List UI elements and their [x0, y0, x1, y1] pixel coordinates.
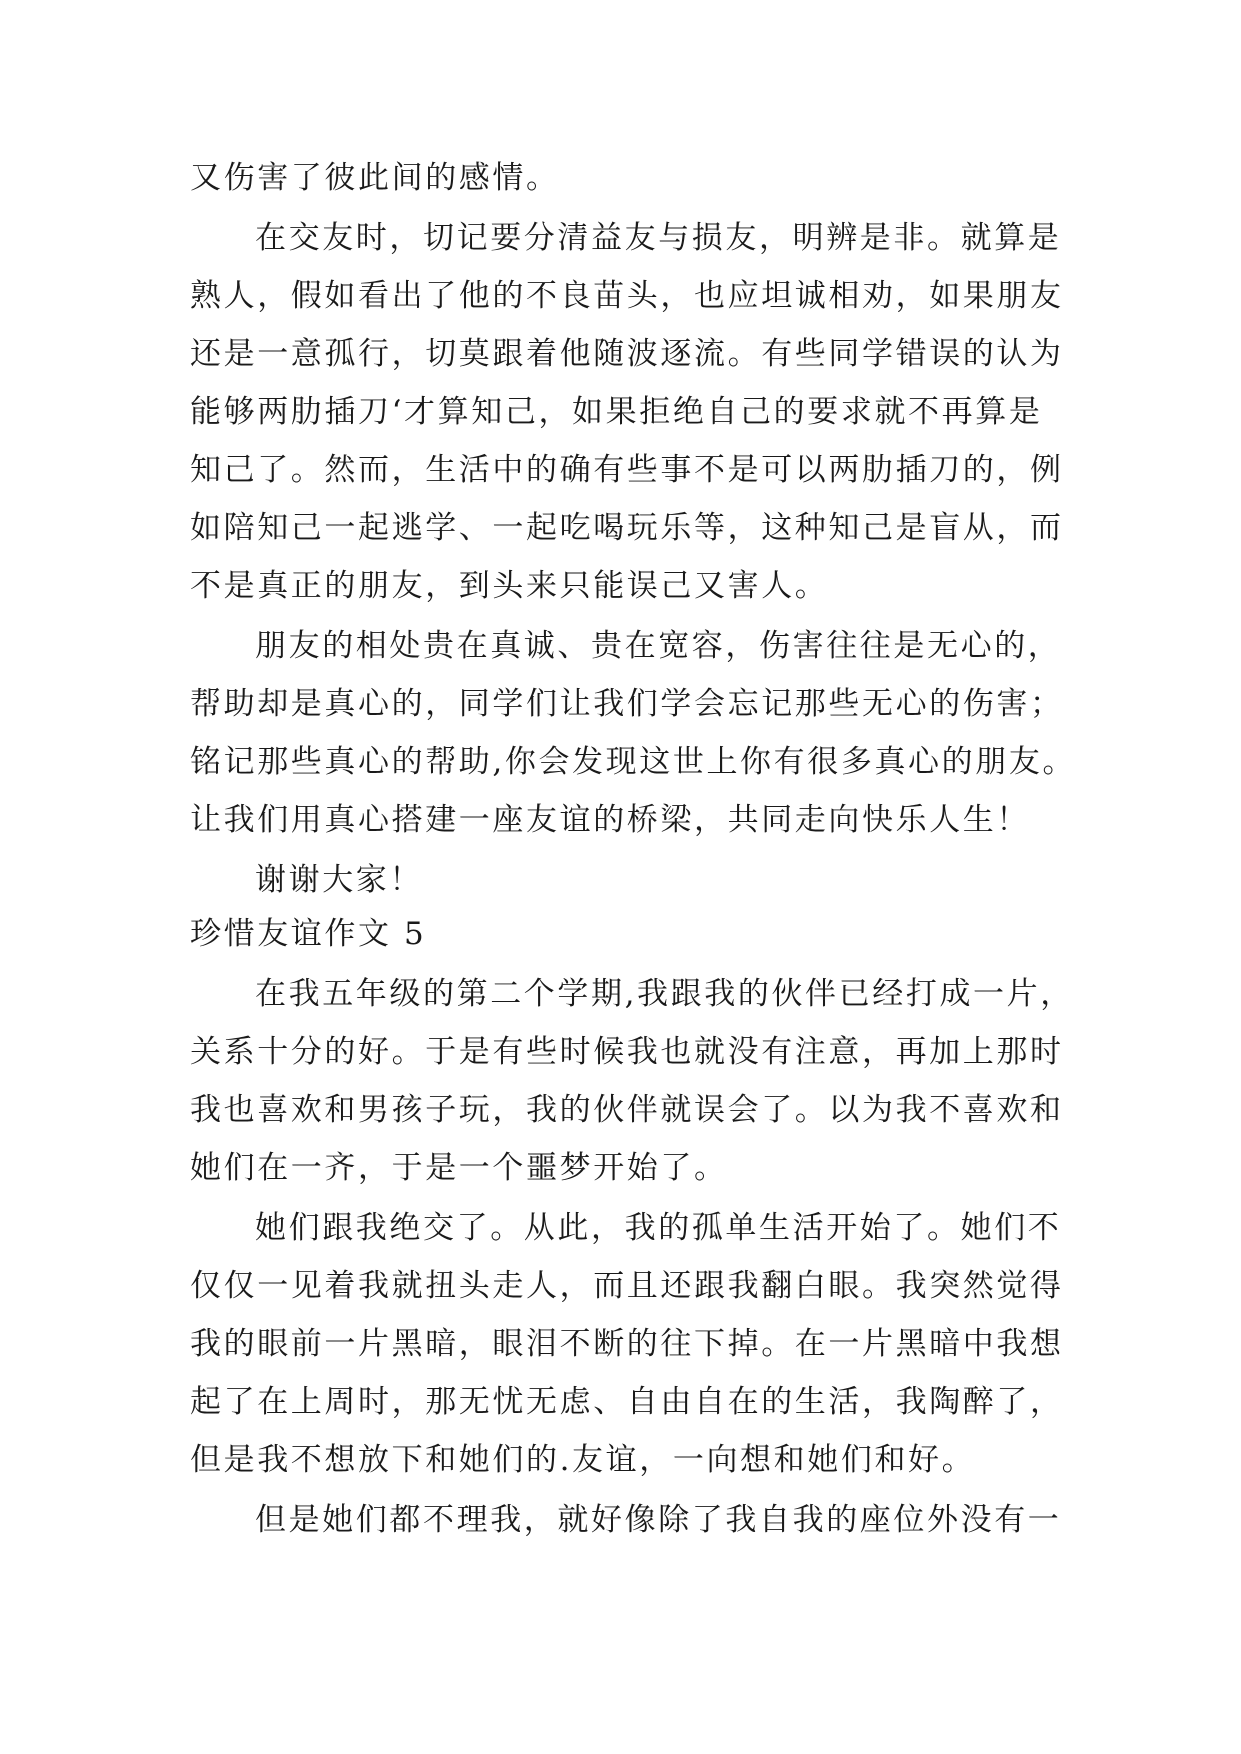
- text-line: 但是我不想放下和她们的.友谊，一向想和她们和好。: [190, 1442, 976, 1478]
- text-line: 起了在上周时，那无忧无虑、自由自在的生活，我陶醉了，: [190, 1384, 1064, 1420]
- section-heading: 珍惜友谊作文 5: [190, 916, 427, 952]
- text-line: 还是一意孤行，切莫跟着他随波逐流。有些同学错误的认为: [190, 336, 1064, 372]
- text-line: 如陪知己一起逃学、一起吃喝玩乐等，这种知己是盲从，而: [190, 510, 1064, 546]
- text-line: 她们在一齐，于是一个噩梦开始了。: [190, 1150, 728, 1186]
- text-line: 能够两肋插刀‘才算知己，如果拒绝自己的要求就不再算是: [190, 394, 1043, 430]
- text-line: 朋友的相处贵在真诚、贵在宽容，伤害往往是无心的，: [255, 628, 1062, 664]
- text-line: 让我们用真心搭建一座友谊的桥梁，共同走向快乐人生！: [190, 802, 1030, 838]
- text-line: 我的眼前一片黑暗，眼泪不断的往下掉。在一片黑暗中我想: [190, 1326, 1064, 1362]
- text-line: 但是她们都不理我，就好像除了我自我的座位外没有一: [255, 1502, 1062, 1538]
- text-line: 关系十分的好。于是有些时候我也就没有注意，再加上那时: [190, 1034, 1064, 1070]
- text-line: 仅仅一见着我就扭头走人，而且还跟我翻白眼。我突然觉得: [190, 1268, 1064, 1304]
- text-line: 我也喜欢和男孩子玩，我的伙伴就误会了。以为我不喜欢和: [190, 1092, 1064, 1128]
- text-line: 她们跟我绝交了。从此，我的孤单生活开始了。她们不: [255, 1210, 1062, 1246]
- text-line: 谢谢大家！: [255, 862, 423, 898]
- text-line: 知己了。然而，生活中的确有些事不是可以两肋插刀的，例: [190, 452, 1064, 488]
- text-line: 铭记那些真心的帮助,你会发现这世上你有很多真心的朋友。: [190, 744, 1077, 780]
- text-line: 帮助却是真心的，同学们让我们学会忘记那些无心的伤害；: [190, 686, 1064, 722]
- text-line: 熟人，假如看出了他的不良苗头，也应坦诚相劝，如果朋友: [190, 278, 1064, 314]
- text-line: 在我五年级的第二个学期,我跟我的伙伴已经打成一片，: [255, 976, 1074, 1012]
- text-line: 不是真正的朋友，到头来只能误己又害人。: [190, 568, 829, 604]
- text-line: 在交友时，切记要分清益友与损友，明辨是非。就算是: [255, 220, 1062, 256]
- text-line: 又伤害了彼此间的感情。: [190, 160, 560, 196]
